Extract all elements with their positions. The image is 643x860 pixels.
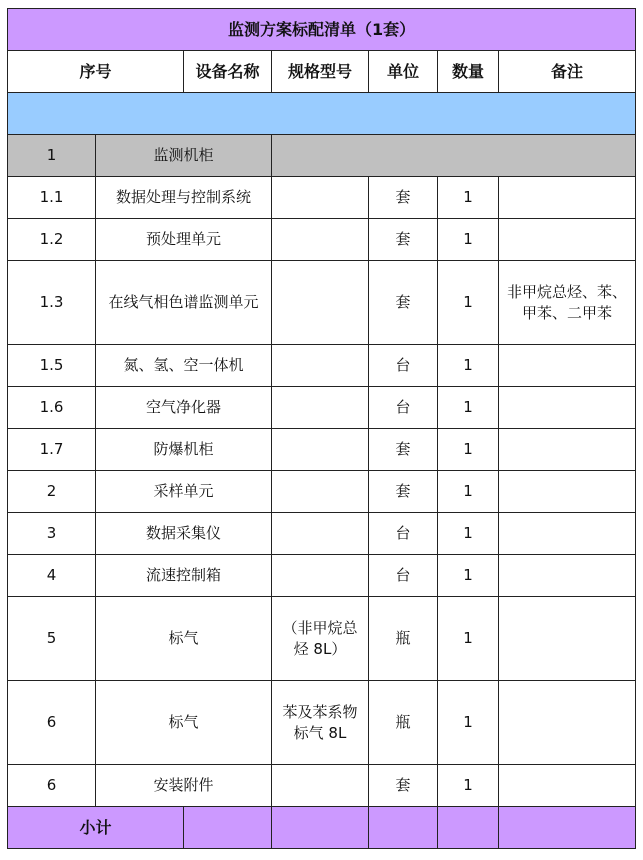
row-unit: 台 bbox=[369, 345, 438, 387]
table-row bbox=[8, 471, 636, 513]
row-note bbox=[499, 681, 636, 765]
equipment-list-table bbox=[7, 8, 636, 849]
row-qty: 1 bbox=[438, 513, 499, 555]
row-name: 空气净化器 bbox=[96, 387, 272, 429]
blank-blue-row bbox=[8, 93, 636, 135]
row-seq: 5 bbox=[8, 597, 96, 681]
section-row bbox=[8, 135, 636, 177]
row-note bbox=[499, 765, 636, 807]
row-unit: 瓶 bbox=[369, 681, 438, 765]
table-row bbox=[8, 429, 636, 471]
row-spec bbox=[272, 261, 369, 345]
header-row bbox=[8, 51, 636, 93]
row-note bbox=[499, 219, 636, 261]
row-qty: 1 bbox=[438, 597, 499, 681]
row-spec bbox=[272, 387, 369, 429]
subtotal-qty-cell bbox=[438, 807, 499, 849]
row-spec bbox=[272, 345, 369, 387]
row-unit: 套 bbox=[369, 177, 438, 219]
section-seq: 1 bbox=[8, 135, 96, 177]
row-note bbox=[499, 177, 636, 219]
row-name: 在线气相色谱监测单元 bbox=[96, 261, 272, 345]
table-row bbox=[8, 261, 636, 345]
row-spec: 苯及苯系物标气 8L bbox=[272, 681, 369, 765]
row-spec bbox=[272, 471, 369, 513]
row-unit: 套 bbox=[369, 429, 438, 471]
row-note bbox=[499, 387, 636, 429]
row-name: 数据处理与控制系统 bbox=[96, 177, 272, 219]
row-note bbox=[499, 471, 636, 513]
row-note bbox=[499, 345, 636, 387]
subtotal-unit-cell bbox=[369, 807, 438, 849]
header-seq: 序号 bbox=[8, 51, 184, 93]
row-name: 防爆机柜 bbox=[96, 429, 272, 471]
row-spec bbox=[272, 429, 369, 471]
row-name: 采样单元 bbox=[96, 471, 272, 513]
row-note bbox=[499, 429, 636, 471]
row-qty: 1 bbox=[438, 387, 499, 429]
row-qty: 1 bbox=[438, 219, 499, 261]
header-unit: 单位 bbox=[369, 51, 438, 93]
subtotal-row bbox=[8, 807, 636, 849]
row-note: 非甲烷总烃、苯、甲苯、二甲苯 bbox=[499, 261, 636, 345]
row-name: 标气 bbox=[96, 681, 272, 765]
row-unit: 台 bbox=[369, 513, 438, 555]
row-qty: 1 bbox=[438, 429, 499, 471]
row-seq: 6 bbox=[8, 681, 96, 765]
row-seq: 3 bbox=[8, 513, 96, 555]
row-unit: 台 bbox=[369, 555, 438, 597]
header-note: 备注 bbox=[499, 51, 636, 93]
table-row bbox=[8, 177, 636, 219]
row-name: 氮、氢、空一体机 bbox=[96, 345, 272, 387]
row-seq: 6 bbox=[8, 765, 96, 807]
row-unit: 套 bbox=[369, 765, 438, 807]
row-spec: （非甲烷总烃 8L） bbox=[272, 597, 369, 681]
row-seq: 1.3 bbox=[8, 261, 96, 345]
row-spec bbox=[272, 555, 369, 597]
row-seq: 1.7 bbox=[8, 429, 96, 471]
row-seq: 2 bbox=[8, 471, 96, 513]
row-spec bbox=[272, 219, 369, 261]
row-qty: 1 bbox=[438, 555, 499, 597]
row-unit: 套 bbox=[369, 261, 438, 345]
row-qty: 1 bbox=[438, 345, 499, 387]
subtotal-spec-cell bbox=[272, 807, 369, 849]
row-note bbox=[499, 555, 636, 597]
table-row bbox=[8, 681, 636, 765]
table-row bbox=[8, 765, 636, 807]
row-name: 流速控制箱 bbox=[96, 555, 272, 597]
subtotal-name-cell bbox=[184, 807, 272, 849]
row-seq: 4 bbox=[8, 555, 96, 597]
row-seq: 1.6 bbox=[8, 387, 96, 429]
table-title-row bbox=[8, 9, 636, 51]
row-unit: 台 bbox=[369, 387, 438, 429]
row-qty: 1 bbox=[438, 177, 499, 219]
row-qty: 1 bbox=[438, 681, 499, 765]
row-note bbox=[499, 513, 636, 555]
table-row bbox=[8, 513, 636, 555]
header-qty: 数量 bbox=[438, 51, 499, 93]
section-name: 监测机柜 bbox=[96, 135, 272, 177]
subtotal-label: 小计 bbox=[8, 807, 184, 849]
section-blank bbox=[272, 135, 636, 177]
row-seq: 1.2 bbox=[8, 219, 96, 261]
row-unit: 瓶 bbox=[369, 597, 438, 681]
row-spec bbox=[272, 177, 369, 219]
header-name: 设备名称 bbox=[184, 51, 272, 93]
row-qty: 1 bbox=[438, 261, 499, 345]
subtotal-note-cell bbox=[499, 807, 636, 849]
table-row bbox=[8, 597, 636, 681]
row-note bbox=[499, 597, 636, 681]
row-qty: 1 bbox=[438, 765, 499, 807]
header-spec: 规格型号 bbox=[272, 51, 369, 93]
row-name: 数据采集仪 bbox=[96, 513, 272, 555]
row-seq: 1.1 bbox=[8, 177, 96, 219]
row-unit: 套 bbox=[369, 471, 438, 513]
row-name: 标气 bbox=[96, 597, 272, 681]
row-qty: 1 bbox=[438, 471, 499, 513]
row-spec bbox=[272, 513, 369, 555]
row-spec bbox=[272, 765, 369, 807]
table-row bbox=[8, 219, 636, 261]
row-unit: 套 bbox=[369, 219, 438, 261]
row-name: 安装附件 bbox=[96, 765, 272, 807]
table-row bbox=[8, 555, 636, 597]
table-title: 监测方案标配清单（1套） bbox=[8, 9, 636, 51]
table-row bbox=[8, 387, 636, 429]
row-seq: 1.5 bbox=[8, 345, 96, 387]
table-row bbox=[8, 345, 636, 387]
row-name: 预处理单元 bbox=[96, 219, 272, 261]
blank-blue-cell bbox=[8, 93, 636, 135]
